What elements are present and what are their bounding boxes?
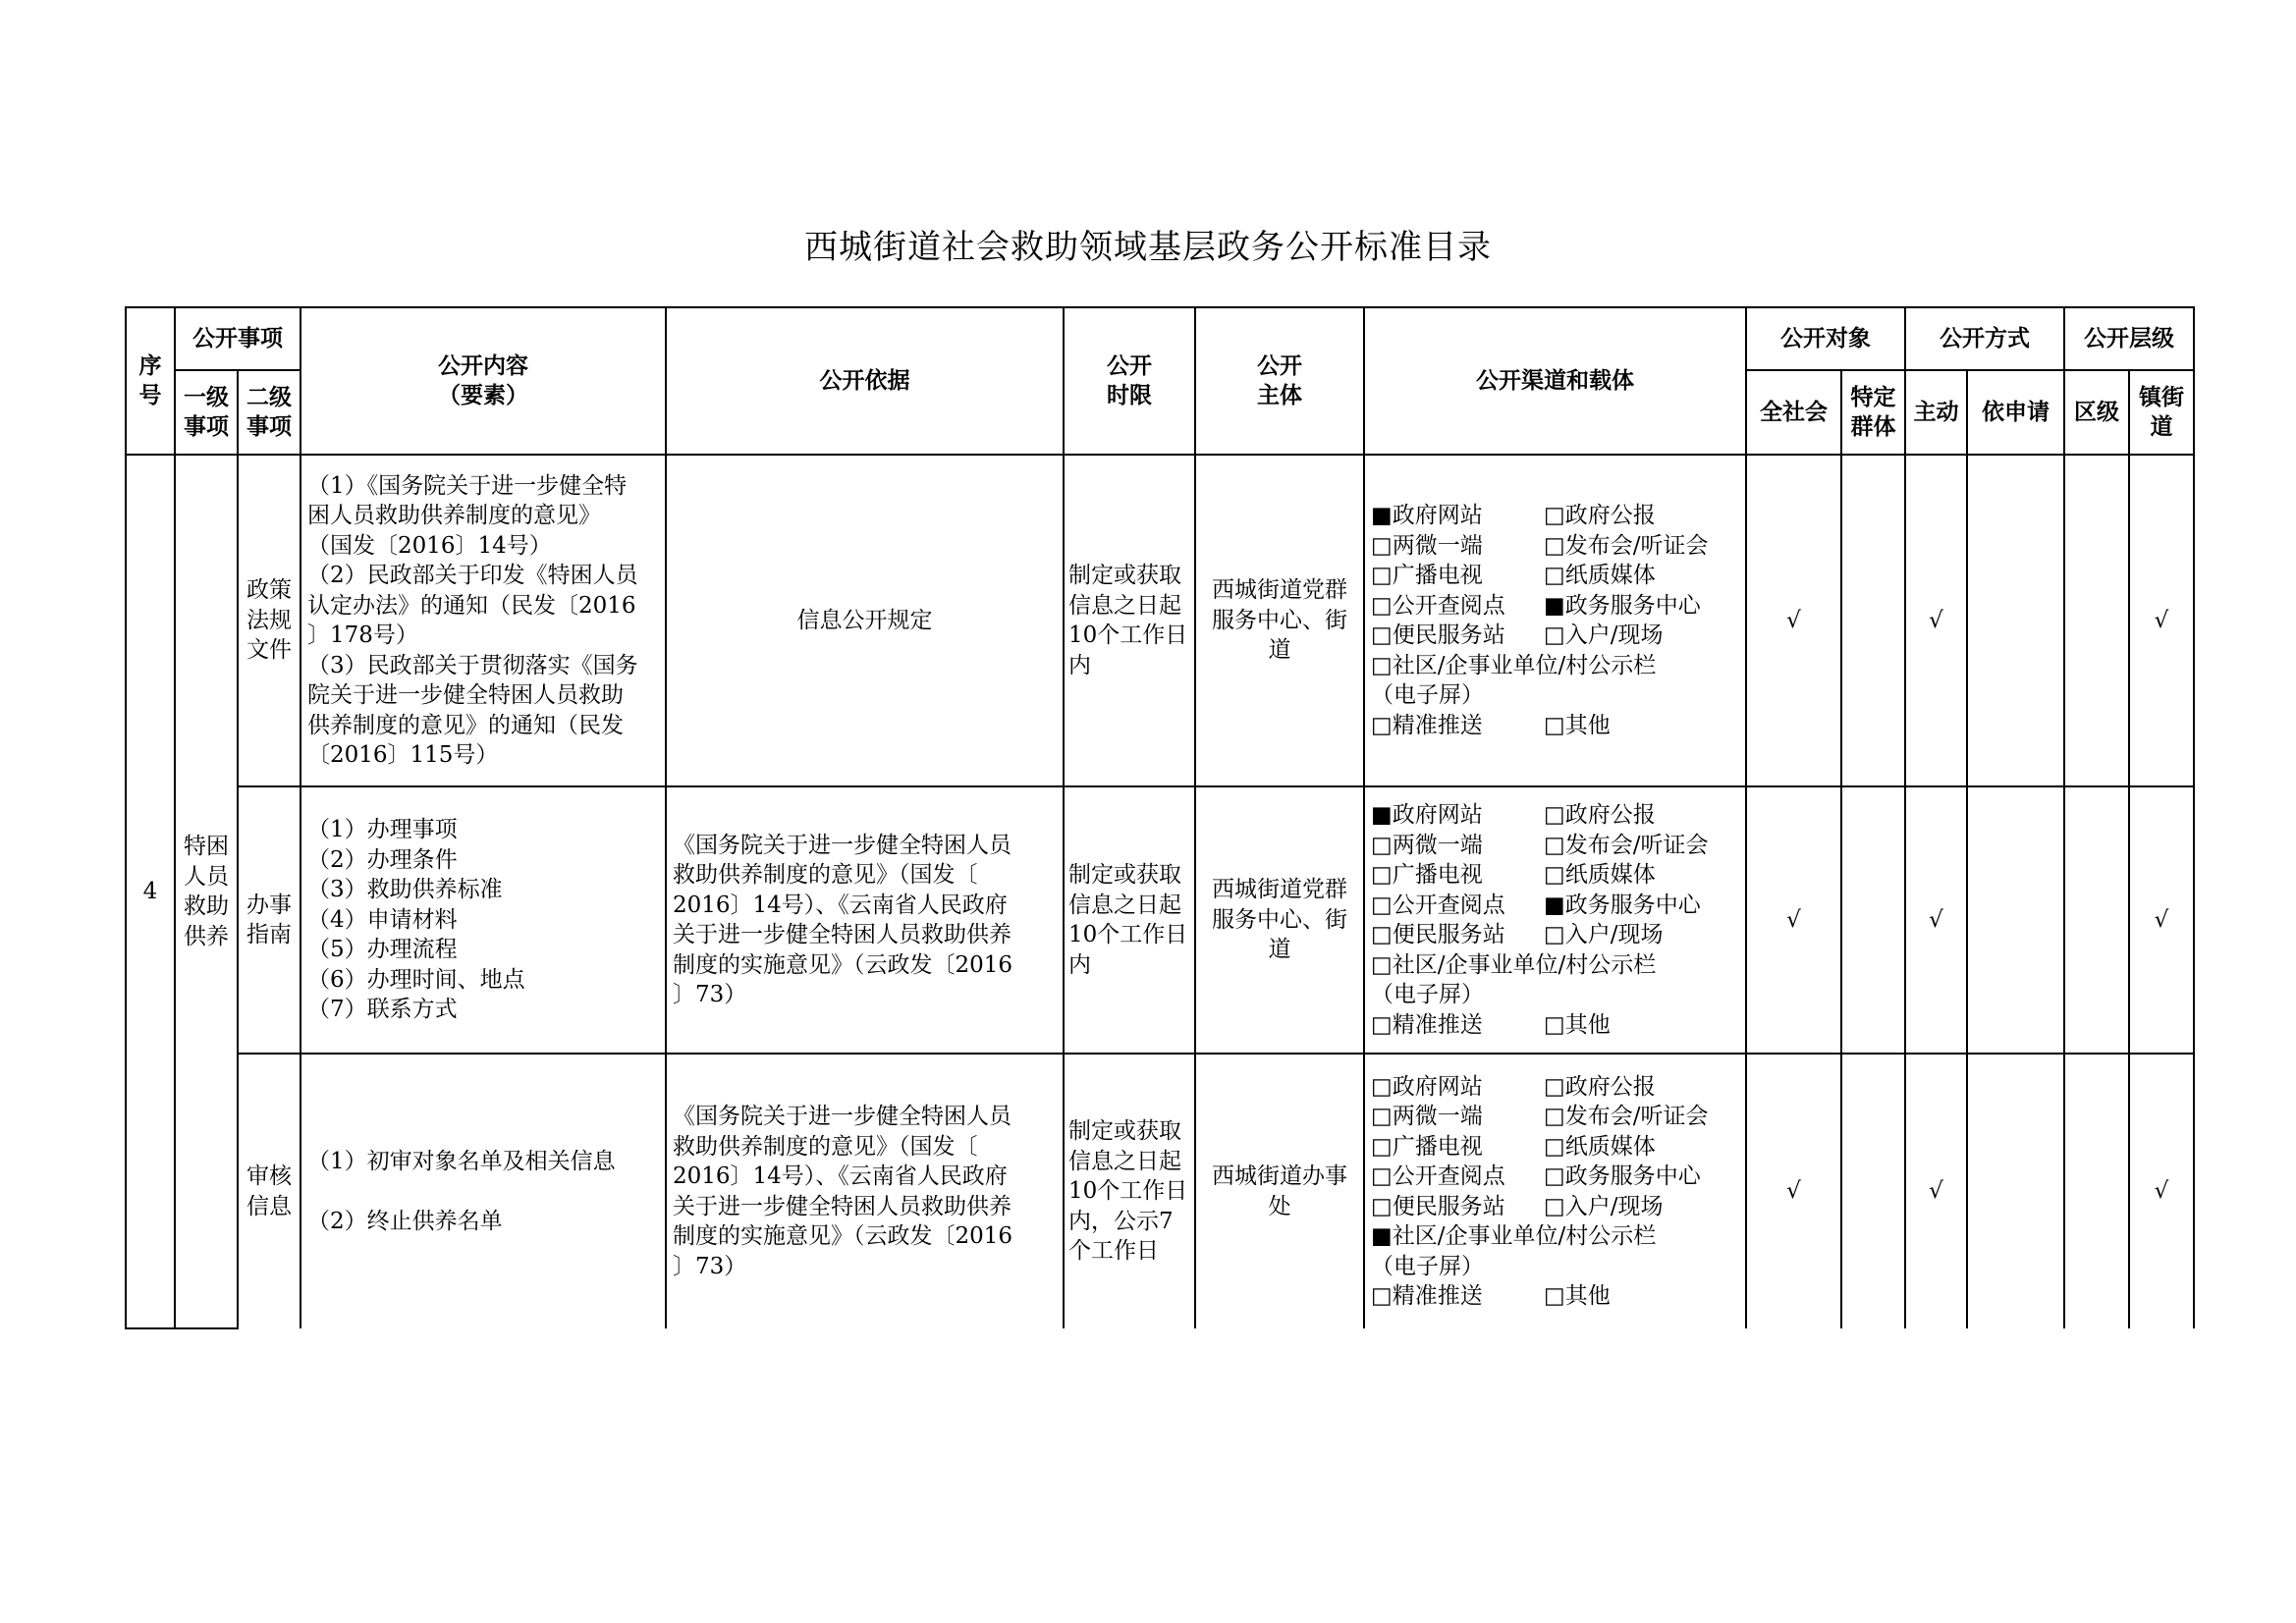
level2-line: 文件 [246, 637, 292, 664]
channel-line [1371, 860, 1739, 891]
channel-option: □公开查阅点 [1371, 892, 1505, 918]
basis-line: 制度的实施意见》（云政发〔2016 [673, 951, 1013, 978]
channel-option: （电子屏） [1371, 682, 1484, 708]
level2-cell [238, 455, 301, 786]
channel-option: ■政务服务中心 [1544, 892, 1701, 918]
content-line: （4）申请材料 [307, 906, 458, 933]
content-line: （6）办理时间、地点 [307, 966, 525, 993]
subject-line: 道 [1268, 637, 1291, 664]
header-target-all: 全社会 [1746, 370, 1841, 455]
time-line: 信息之日起 [1068, 1148, 1181, 1174]
level2-line: 法规 [246, 607, 292, 633]
header-content: 公开内容 （要素） [301, 307, 666, 455]
channel-option: □纸质媒体 [1544, 1133, 1656, 1160]
header-scope-district: 区级 [2064, 370, 2129, 455]
time-line: 10个工作日 [1068, 1178, 1188, 1205]
content-cell [301, 1054, 666, 1328]
basis-line: 关于进一步健全特困人员救助供养 [673, 1193, 1011, 1219]
basis-cell [666, 1054, 1064, 1328]
target-group-cell [1841, 786, 1905, 1054]
channel-option: □广播电视 [1371, 1133, 1483, 1160]
header-subject: 公开 主体 [1195, 307, 1364, 455]
seq-cell: 4 [126, 455, 175, 1328]
time-line: 制定或获取 [1068, 862, 1181, 888]
content-line: （2）终止供养名单 [307, 1208, 503, 1234]
method-active-cell: √ [1905, 1054, 1967, 1328]
content-cell [301, 455, 666, 786]
subject-line: 道 [1268, 937, 1291, 963]
channel-line [1371, 891, 1739, 921]
basis-line: 关于进一步健全特困人员救助供养 [673, 922, 1011, 947]
content-line [307, 1177, 659, 1207]
level2-cell [238, 786, 301, 1054]
level1-line: 人员 [184, 863, 229, 890]
channel-option: □其他 [1544, 1011, 1611, 1038]
channel-option: □广播电视 [1371, 563, 1483, 588]
channel-option: □便民服务站 [1371, 622, 1505, 648]
channel-option: □发布会/听证会 [1544, 832, 1709, 858]
target-all-cell: √ [1746, 455, 1841, 786]
scope-town-cell: √ [2129, 786, 2194, 1054]
page-title: 西城街道社会救助领域基层政务公开标准目录 [804, 228, 1492, 267]
scope-district-cell [2064, 1054, 2129, 1328]
time-line: 制定或获取 [1068, 563, 1181, 588]
basis-line: 制度的实施意见》（云政发〔2016 [673, 1223, 1013, 1249]
channel-line [1371, 651, 1739, 681]
basis-line: 信息公开规定 [796, 607, 933, 633]
channel-cell [1364, 455, 1746, 786]
catalog-table [125, 306, 2195, 1329]
channel-option: □其他 [1544, 1283, 1611, 1309]
basis-line: 〕73） [673, 982, 747, 1007]
channel-line [1371, 621, 1739, 651]
content-line: 认定办法》的通知（民发〔2016 [307, 592, 636, 619]
channel-option: □政府公报 [1544, 503, 1656, 528]
channel-line [1371, 920, 1739, 950]
level2-line: 办事 [246, 892, 292, 918]
channel-option: □发布会/听证会 [1544, 532, 1709, 559]
subject-line: 西城街道党群 [1212, 877, 1347, 903]
basis-line: 救助供养制度的意见》（国发〔 [673, 1133, 978, 1160]
subject-line: 西城街道党群 [1212, 577, 1347, 604]
channel-option: □发布会/听证会 [1544, 1104, 1709, 1129]
scope-town-cell: √ [2129, 1054, 2194, 1328]
channel-option: □公开查阅点 [1371, 592, 1505, 619]
channel-option: □公开查阅点 [1371, 1163, 1505, 1189]
scope-district-cell [2064, 455, 2129, 786]
channel-line [1371, 800, 1739, 831]
table-row [126, 1054, 2194, 1328]
channel-option: □社区/企事业单位/村公示栏 [1371, 652, 1657, 678]
basis-cell [666, 786, 1064, 1054]
time-cell [1064, 786, 1195, 1054]
basis-cell [666, 455, 1064, 786]
content-line: 院关于进一步健全特困人员救助 [307, 682, 624, 708]
time-line: 信息之日起 [1068, 592, 1181, 619]
channel-line [1371, 1162, 1739, 1192]
level2-line: 信息 [246, 1193, 292, 1219]
content-line: （3）救助供养标准 [307, 877, 503, 903]
level2-cell [238, 1054, 301, 1328]
basis-line: 救助供养制度的意见》（国发〔 [673, 862, 978, 888]
header-level1: 一级 事项 [175, 370, 238, 455]
header-seq: 序 号 [126, 307, 175, 455]
channel-line [1371, 501, 1739, 531]
channel-option: ■政府网站 [1371, 802, 1483, 828]
header-method-apply: 依申请 [1967, 370, 2064, 455]
content-line: 供养制度的意见》的通知（民发 [307, 712, 624, 738]
basis-line: 《国务院关于进一步健全特困人员 [673, 832, 1011, 858]
channel-line [1371, 1252, 1739, 1282]
level1-line: 救助 [184, 893, 229, 919]
channel-option: ■政府网站 [1371, 503, 1483, 528]
header-basis: 公开依据 [666, 307, 1064, 455]
target-all-cell: √ [1746, 1054, 1841, 1328]
channel-option: □便民服务站 [1371, 1193, 1505, 1219]
content-line: 困人员救助供养制度的意见》 [307, 503, 601, 528]
channel-line [1371, 561, 1739, 591]
channel-option: □政府网站 [1371, 1073, 1483, 1100]
level2-line: 政策 [246, 577, 292, 604]
target-all-cell: √ [1746, 786, 1841, 1054]
header-method-active: 主动 [1905, 370, 1967, 455]
content-line: （3）民政部关于贯彻落实《国务 [307, 652, 638, 678]
time-cell [1064, 455, 1195, 786]
header-level2: 二级 事项 [238, 370, 301, 455]
time-line: 10个工作日 [1068, 922, 1188, 947]
subject-line: 服务中心、街 [1212, 607, 1347, 633]
time-line: 10个工作日 [1068, 622, 1188, 648]
content-line: 〕178号） [307, 622, 418, 648]
scope-town-cell: √ [2129, 455, 2194, 786]
basis-line: 2016〕14号）、《云南省人民政府 [673, 892, 1008, 918]
channel-option: □入户/现场 [1544, 1193, 1664, 1219]
channel-line [1371, 1010, 1739, 1041]
header-method: 公开方式 [1905, 307, 2064, 370]
content-line: 〔2016〕115号） [307, 742, 499, 768]
channel-line [1371, 1132, 1739, 1163]
channel-option: □其他 [1544, 712, 1611, 738]
channel-option: （电子屏） [1371, 1253, 1484, 1279]
subject-line: 服务中心、街 [1212, 906, 1347, 933]
content-line: （国发〔2016〕14号） [307, 532, 552, 559]
channel-line [1371, 1221, 1739, 1252]
catalog-body [126, 455, 2194, 1328]
time-line: 内 [1068, 652, 1091, 678]
channel-option: □社区/企事业单位/村公示栏 [1371, 951, 1657, 978]
channel-line [1371, 950, 1739, 981]
level2-line: 审核 [246, 1163, 292, 1189]
channel-option: ■政务服务中心 [1544, 592, 1701, 619]
content-line: （1）《国务院关于进一步健全特 [307, 472, 628, 499]
channel-line [1371, 1072, 1739, 1103]
method-apply-cell [1967, 1054, 2064, 1328]
channel-line [1371, 711, 1739, 741]
channel-line [1371, 1102, 1739, 1132]
basis-line: 2016〕14号）、《云南省人民政府 [673, 1163, 1008, 1189]
channel-option: □政府公报 [1544, 802, 1656, 828]
channel-line [1371, 980, 1739, 1010]
content-line: （5）办理流程 [307, 937, 458, 963]
channel-option: □精准推送 [1371, 712, 1483, 738]
header-target-group: 特定 群体 [1841, 370, 1905, 455]
subject-cell [1195, 455, 1364, 786]
basis-line: 《国务院关于进一步健全特困人员 [673, 1104, 1011, 1129]
content-line: （1）初审对象名单及相关信息 [307, 1149, 616, 1174]
subject-line: 处 [1268, 1193, 1291, 1219]
channel-line [1371, 831, 1739, 861]
level1-line: 特困 [184, 834, 229, 859]
time-line: 信息之日起 [1068, 892, 1181, 918]
channel-option: □两微一端 [1371, 532, 1483, 559]
channel-option: □广播电视 [1371, 862, 1483, 888]
scope-district-cell [2064, 786, 2129, 1054]
target-group-cell [1841, 1054, 1905, 1328]
channel-option: □精准推送 [1371, 1011, 1483, 1038]
level2-line: 指南 [246, 922, 292, 947]
content-line: （7）联系方式 [307, 997, 458, 1023]
method-apply-cell [1967, 455, 2064, 786]
time-cell [1064, 1054, 1195, 1328]
header-target: 公开对象 [1746, 307, 1905, 370]
level1-line: 供养 [184, 923, 229, 949]
content-line: （1）办理事项 [307, 817, 458, 843]
channel-option: □纸质媒体 [1544, 862, 1656, 888]
subject-cell [1195, 786, 1364, 1054]
time-line: 制定或获取 [1068, 1118, 1181, 1145]
time-line: 内 [1068, 951, 1091, 978]
channel-line [1371, 531, 1739, 562]
channel-option: （电子屏） [1371, 982, 1484, 1007]
channel-option: □政务服务中心 [1544, 1163, 1701, 1189]
channel-option: □政府公报 [1544, 1073, 1656, 1100]
basis-line: 〕73） [673, 1253, 747, 1279]
channel-option: □入户/现场 [1544, 622, 1664, 648]
channel-option: ■社区/企事业单位/村公示栏 [1371, 1223, 1657, 1249]
method-active-cell: √ [1905, 455, 1967, 786]
channel-option: □精准推送 [1371, 1283, 1483, 1309]
channel-option: □入户/现场 [1544, 922, 1664, 947]
header-channel: 公开渠道和载体 [1364, 307, 1746, 455]
time-line: 内，公示7 [1068, 1208, 1174, 1234]
channel-line [1371, 1281, 1739, 1312]
table-row [126, 455, 2194, 786]
channel-line [1371, 1192, 1739, 1222]
subject-cell [1195, 1054, 1364, 1328]
channel-line [1371, 591, 1739, 622]
header-items: 公开事项 [175, 307, 301, 370]
channel-cell [1364, 1054, 1746, 1328]
content-line: （2）办理条件 [307, 846, 458, 873]
header-time: 公开 时限 [1064, 307, 1195, 455]
level1-cell [175, 455, 238, 1328]
channel-option: □两微一端 [1371, 832, 1483, 858]
method-active-cell: √ [1905, 786, 1967, 1054]
channel-line [1371, 680, 1739, 711]
header-scope: 公开层级 [2064, 307, 2194, 370]
table-row [126, 786, 2194, 1054]
method-apply-cell [1967, 786, 2064, 1054]
header-row-1 [126, 307, 2194, 370]
subject-line: 西城街道办事 [1212, 1163, 1347, 1189]
channel-cell [1364, 786, 1746, 1054]
target-group-cell [1841, 455, 1905, 786]
content-cell [301, 786, 666, 1054]
content-line: （2）民政部关于印发《特困人员 [307, 563, 638, 588]
channel-option: □纸质媒体 [1544, 563, 1656, 588]
channel-option: □两微一端 [1371, 1104, 1483, 1129]
header-scope-town: 镇街 道 [2129, 370, 2194, 455]
time-line: 个工作日 [1068, 1238, 1159, 1265]
channel-option: □便民服务站 [1371, 922, 1505, 947]
